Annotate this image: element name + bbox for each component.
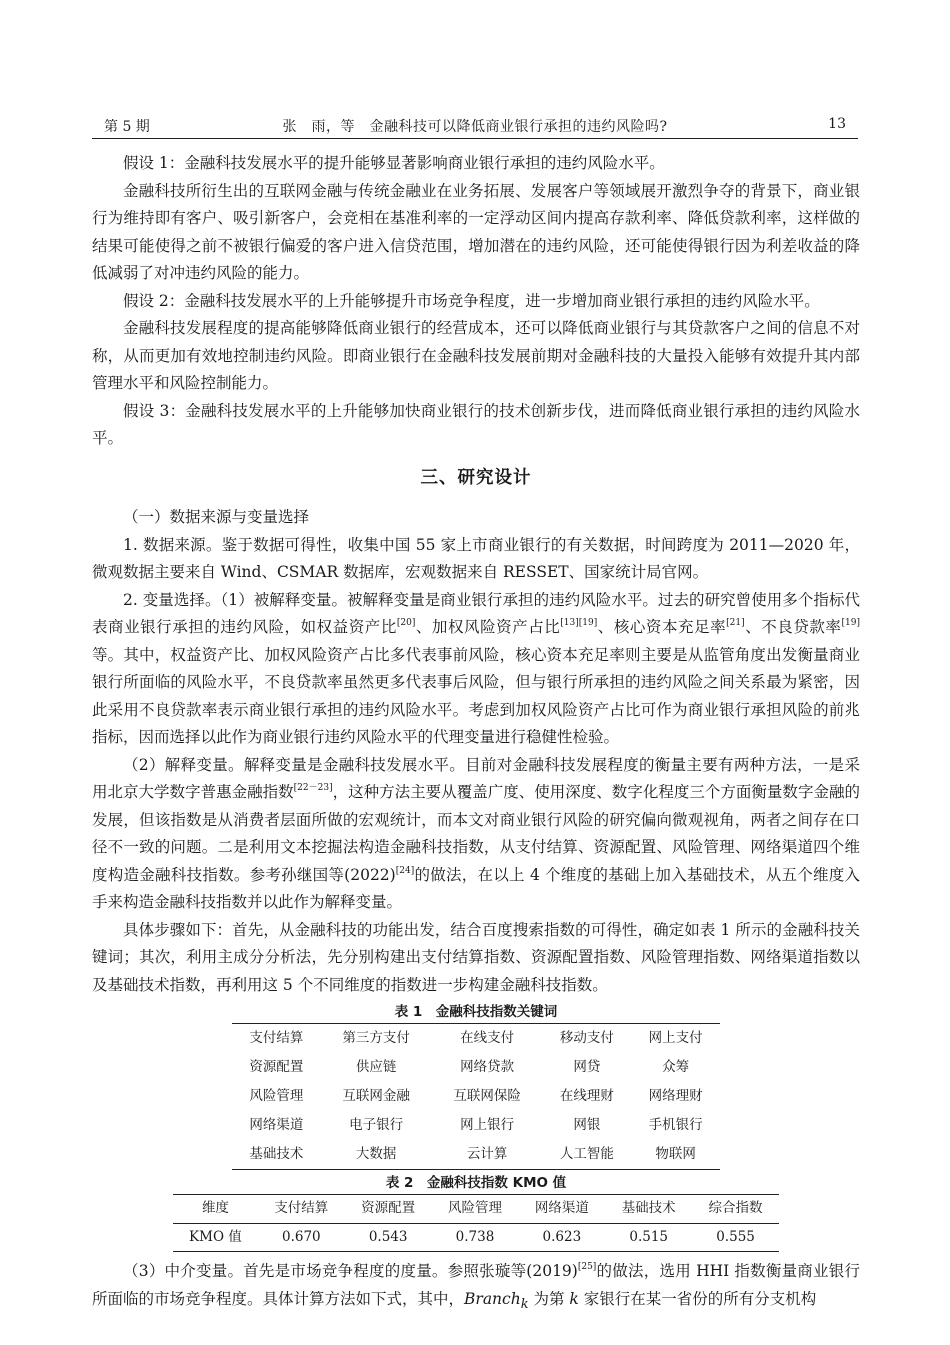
table-cell: 移动支付 [559,1029,614,1046]
table-cell: KMO 值 [189,1228,242,1245]
table-cell: 网络理财 [648,1087,703,1104]
text-run: （2）解释变量。解释变量是金融科技发展水平。目前对金融科技发展程度的衡量主要有两种方法，一是采用北京大学数字普惠金融指数 [92,755,860,801]
mediator-variable-paragraph [92,1258,860,1318]
paragraph: 金融科技发展程度的提高能够降低商业银行的经营成本，还可以降低商业银行与其贷款客户之间的信息不对称，从而更加有效地控制违约风险。即商业银行在金融科技发展前期对金融科技的大量投入能够有效提升其内部管理水平和风险控制能力。 [92,319,860,392]
table-cell: 人工智能 [559,1145,614,1162]
table-cell: 第三方支付 [342,1029,410,1046]
table-cell: 互联网保险 [453,1087,521,1104]
table-header-row [173,1195,779,1224]
text-run: ，这种方法主要从覆盖广度、使用深度、数字化程度三个方面衡量数字金融的发展，但该指数是从消费者层面所做的宏观统计，而本文对商业银行风险的研究偏向微观视角，两者之间存在口径不一致的问题。二是利用文本挖掘法构造金融科技指数，从支付结算、资源配置、风险管理、网络渠道四个维度构造金融科技指数。参考孙继国等(2022) [92,783,860,884]
table-cell: 网贷 [573,1058,601,1075]
citation: [21] [726,618,745,628]
explanatory-variable-paragraph [92,752,860,917]
table-2 [173,1194,779,1252]
section-title: 三、研究设计 [420,467,532,488]
table-cell: 0.555 [716,1228,755,1245]
citation: [24] [395,865,415,876]
running-title: 张 雨，等 金融科技可以降低商业银行承担的违约风险吗? [282,119,668,135]
text-run: 的做法，在以上 4 个维度的基础上加入基础技术，从五个维度入手来构造金融科技指数并以此作为解释变量。 [92,865,861,911]
paragraph: 金融科技所衍生出的互联网金融与传统金融业在业务拓展、发展客户等领域展开激烈争夺的背景下，商业银行为维持即有客户、吸引新客户，会竞相在基准利率的一定浮动区间内提高存款利率、降低贷款利率，这样做的结果可能使得之前不被银行偏爱的客户进入信贷范围，增加潜在的违约风险，还可能使得银行因为利差收益的降低减弱了对冲违约风险的能力。 [92,181,860,282]
table-cell: 网络贷款 [460,1058,515,1075]
table-cell: 0.543 [368,1228,408,1245]
page-number: 13 [828,116,846,132]
table-row [232,1024,720,1054]
text-run: 、不良贷款率 [744,618,842,636]
steps-paragraph: 具体步骤如下：首先，从金融科技的功能出发，结合百度搜索指数的可得性，确定如表 1 所示的金融科技关键词；其次，利用主成分分析法，先分别构建出支付结算指数、资源配置指数、风险管理指数、网络渠道指数以及基础技术指数，再利用这 5 个不同维度的指数进一步构建金融科技指数。 [92,920,860,994]
citation: [13][19] [560,618,598,628]
table-row [232,1111,720,1140]
table-cell: 互联网金融 [342,1087,410,1104]
table-cell: 网上银行 [460,1116,515,1133]
table-cell: 网上支付 [648,1029,703,1046]
table-header-cell: 资源配置 [345,1195,432,1224]
table-header-cell: 支付结算 [258,1195,345,1224]
table-cell: 在线理财 [559,1087,614,1104]
table-header-cell: 综合指数 [692,1195,779,1224]
data-source-paragraph: 1. 数据来源。鉴于数据可得性，收集中国 55 家上市商业银行的有关数据，时间跨度为 2011—2020 年，微观数据主要来自 Wind、CSMAR 数据库，宏观数据来自 RESSET、国家统计局官网。 [92,535,860,581]
table-cell: 资源配置 [249,1058,304,1075]
table-header-cell: 网络渠道 [518,1195,605,1224]
table-header-cell: 基础技术 [605,1195,692,1224]
table-cell: 大数据 [355,1145,397,1162]
text-run: 的做法，选用 HHI 指数衡量商业银行所面临的市场竞争程度。具体计算方法如下式，其中， [92,1262,860,1308]
table-row [173,1223,779,1252]
table-cell: 供应链 [355,1058,397,1075]
table-cell: 风险管理 [249,1087,304,1104]
citation: [20] [396,618,416,628]
text-run: 为第 [528,1289,570,1308]
hypothesis-1: 假设 1：金融科技发展水平的提升能够显著影响商业银行承担的违约风险水平。 [123,154,665,172]
table-header-cell: 风险管理 [432,1195,519,1224]
table-cell: 在线支付 [460,1029,515,1046]
dependent-variable-paragraph [92,587,860,752]
table-cell: 云计算 [466,1145,508,1162]
subsection-heading: （一）数据来源与变量选择 [123,508,310,526]
table-row [232,1082,720,1111]
table-cell: 网银 [573,1116,601,1133]
text-run: 家银行在某一省份的所有分支机构 [578,1289,817,1308]
table-cell: 众筹 [662,1058,690,1075]
table-row [232,1140,720,1170]
hypothesis-2: 假设 2：金融科技发展水平的上升能够提升市场竞争程度，进一步增加商业银行承担的违约风险水平。 [123,291,820,310]
text-run: 等。其中，权益资产比、加权风险资产占比多代表事前风险，核心资本充足率则主要是从监管角度出发衡量商业银行所面临的风险水平，不良贷款率虽然更多代表事后风险，但与银行所承担的违约风险之间关系最为紧密，因此采用不良贷款率表示商业银行承担的违约风险水平。考虑到加权风险资产占比可作为商业银行承担风险的前兆指标，因而选择以此作为商业银行违约风险水平的代理变量进行稳健性检验。 [92,645,860,746]
running-header [92,114,858,139]
table-cell: 物联网 [655,1145,696,1162]
table-cell: 电子银行 [349,1116,404,1133]
citation: [22－23] [293,783,333,793]
citation: [19] [841,618,860,628]
text-run: 2. 变量选择。（1）被解释变量。被解释变量是商业银行承担的违约风险水平。过去的研究曾使用多个指标代表商业银行承担的违约风险，如权益资产比 [92,590,860,636]
math-variable: k [569,1289,579,1308]
table-row [232,1053,720,1082]
article-body [92,150,860,1318]
citation: [25] [577,1262,597,1272]
table-cell: 基础技术 [249,1145,304,1162]
text-run: 、核心资本充足率 [597,618,727,636]
table-header-cell: 维度 [173,1195,258,1224]
table-2-caption: 表 2 金融科技指数 KMO 值 [385,1175,567,1191]
text-run: 、加权风险资产占比 [415,618,561,636]
math-variable: Branch [464,1289,521,1308]
table-cell: 0.515 [629,1228,669,1245]
table-cell: 支付结算 [249,1029,304,1046]
issue-number: 第 5 期 [104,119,150,135]
table-cell: 0.738 [455,1228,495,1245]
text-run: （3）中介变量。首先是市场竞争程度的度量。参照张璇等(2019) [123,1262,578,1280]
hypothesis-3: 假设 3：金融科技发展水平的上升能够加快商业银行的技术创新步伐，进而降低商业银行承担的违约风险水平。 [92,401,860,447]
table-cell: 手机银行 [648,1116,703,1133]
table-1-caption: 表 1 金融科技指数关键词 [394,1004,558,1020]
table-cell: 0.623 [542,1228,582,1245]
table-cell: 0.670 [281,1228,321,1245]
table-1 [232,1023,720,1170]
table-cell: 网络渠道 [249,1116,304,1133]
math-subscript: k [520,1296,529,1312]
